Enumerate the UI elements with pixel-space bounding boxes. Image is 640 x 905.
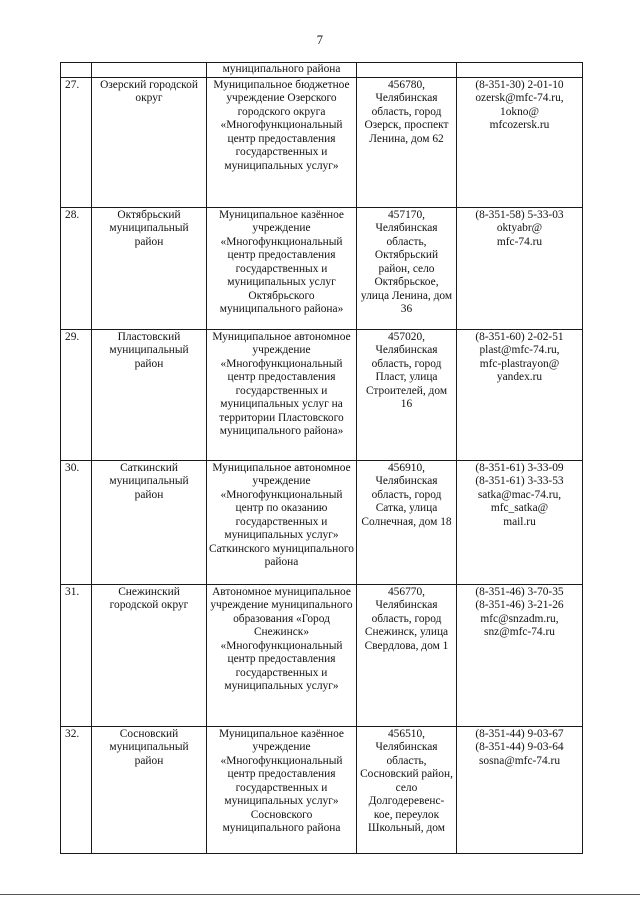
row-number-cell: 30. [61, 460, 92, 584]
institution-cell: Муниципальное казённое учреждение «Многофункциональный центр предоставления государственных и муниципальных услуг» Сосновского муниципального района [207, 726, 357, 853]
contact-line: mfc-plastrayon@ [479, 357, 560, 370]
contacts-cell [457, 584, 583, 726]
table-row [61, 460, 583, 584]
contact-line: mfc@snzadm.ru, [480, 612, 559, 625]
contacts-cell [457, 77, 583, 207]
address-cell: 457170, Челябинская область, Октябрьский район, село Октябрьское, улица Ленина, дом 36 [357, 207, 457, 329]
contact-line: satka@mac-74.ru, [477, 488, 562, 501]
contact-line: (8-351-60) 2-02-51 [475, 330, 564, 343]
address-cell: 456910, Челябинская область, город Сатка, улица Солнечная, дом 18 [357, 460, 457, 584]
contacts-cell [457, 63, 583, 78]
bottom-rule [0, 894, 640, 895]
contacts-cell [457, 329, 583, 460]
contact-line: (8-351-46) 3-21-26 [475, 599, 564, 611]
contact-line: 1okno@ [500, 105, 539, 118]
address-cell: 457020, Челябинская область, город Пласт, улица Строителей, дом 16 [357, 329, 457, 460]
table-row [61, 726, 583, 853]
territory-cell: Октябрьский муниципальный район [92, 207, 207, 329]
address-cell [357, 63, 457, 78]
territory-cell: Пластовский муниципальный район [92, 329, 207, 460]
continuation-row [61, 63, 583, 78]
institution-cell: Муниципальное автономное учреждение «Многофункциональный центр по оказанию государственных и муниципальных услуг» Саткинского муниципального района [207, 460, 357, 584]
contact-line: (8-351-30) 2-01-10 [475, 78, 564, 91]
institution-cell: Муниципальное бюджетное учреждение Озерского городского округа «Многофункциональный центр предоставления государственных и муниципальных услуг» [207, 77, 357, 207]
institution-cell: муниципального района [207, 63, 357, 78]
contact-line: (8-351-58) 5-33-03 [475, 208, 564, 221]
territory-cell: Озерский городской округ [92, 77, 207, 207]
contact-line: ozersk@mfc-74.ru, [475, 92, 564, 104]
address-cell: 456770, Челябинская область, город Снежинск, улица Свердлова, дом 1 [357, 584, 457, 726]
contact-line: sosna@mfc-74.ru [478, 754, 561, 767]
contact-line: (8-351-44) 9-03-64 [475, 741, 564, 753]
row-number-cell: 32. [61, 726, 92, 853]
contact-line: plast@mfc-74.ru, [479, 344, 560, 356]
contact-line: mfcozersk.ru [489, 119, 550, 131]
row-number-cell [61, 63, 92, 78]
table-row [61, 77, 583, 207]
contact-line: (8-351-61) 3-33-53 [475, 475, 564, 487]
institution-cell: Автономное муниципальное учреждение муниципального образования «Город Снежинск» «Многофункциональный центр предоставления государственных и муниципальных услуг» [207, 584, 357, 726]
table-row [61, 207, 583, 329]
address-cell: 456780, Челябинская область, город Озерск, проспект Ленина, дом 62 [357, 77, 457, 207]
page-number: 7 [316, 33, 324, 47]
territory-cell [92, 63, 207, 78]
contact-line: mail.ru [503, 515, 536, 528]
contact-line: (8-351-44) 9-03-67 [475, 727, 564, 740]
row-number-cell: 31. [61, 584, 92, 726]
institution-cell: Муниципальное казённое учреждение «Многофункциональный центр предоставления государственных и муниципальных услуг Октябрьского муниципального района» [207, 207, 357, 329]
contacts-cell [457, 726, 583, 853]
contact-line: yandex.ru [496, 371, 543, 383]
contacts-cell [457, 207, 583, 329]
contact-line: mfc_satka@ [490, 502, 549, 514]
table-body [61, 63, 583, 854]
territory-cell: Снежинский городской округ [92, 584, 207, 726]
territory-cell: Сосновский муниципальный район [92, 726, 207, 853]
institution-cell: Муниципальное автономное учреждение «Многофункциональный центр предоставления государственных и муниципальных услуг на территории Пластовского муниципального района» [207, 329, 357, 460]
row-number-cell: 27. [61, 77, 92, 207]
contact-line: (8-351-46) 3-70-35 [475, 585, 564, 598]
territory-cell: Саткинский муниципальный район [92, 460, 207, 584]
row-number-cell: 28. [61, 207, 92, 329]
address-cell: 456510, Челябинская область, Сосновский район, село Долгодеревенс- кое, переулок Школьный, дом [357, 726, 457, 853]
table-row [61, 584, 583, 726]
table-row [61, 329, 583, 460]
row-number-cell: 29. [61, 329, 92, 460]
contact-line: snz@mfc-74.ru [484, 626, 555, 638]
contact-line: (8-351-61) 3-33-09 [475, 461, 564, 474]
mfc-registry-table [60, 62, 583, 854]
contact-line: mfc-74.ru [496, 235, 543, 248]
contact-line: oktyabr@ [496, 222, 543, 234]
contacts-cell [457, 460, 583, 584]
